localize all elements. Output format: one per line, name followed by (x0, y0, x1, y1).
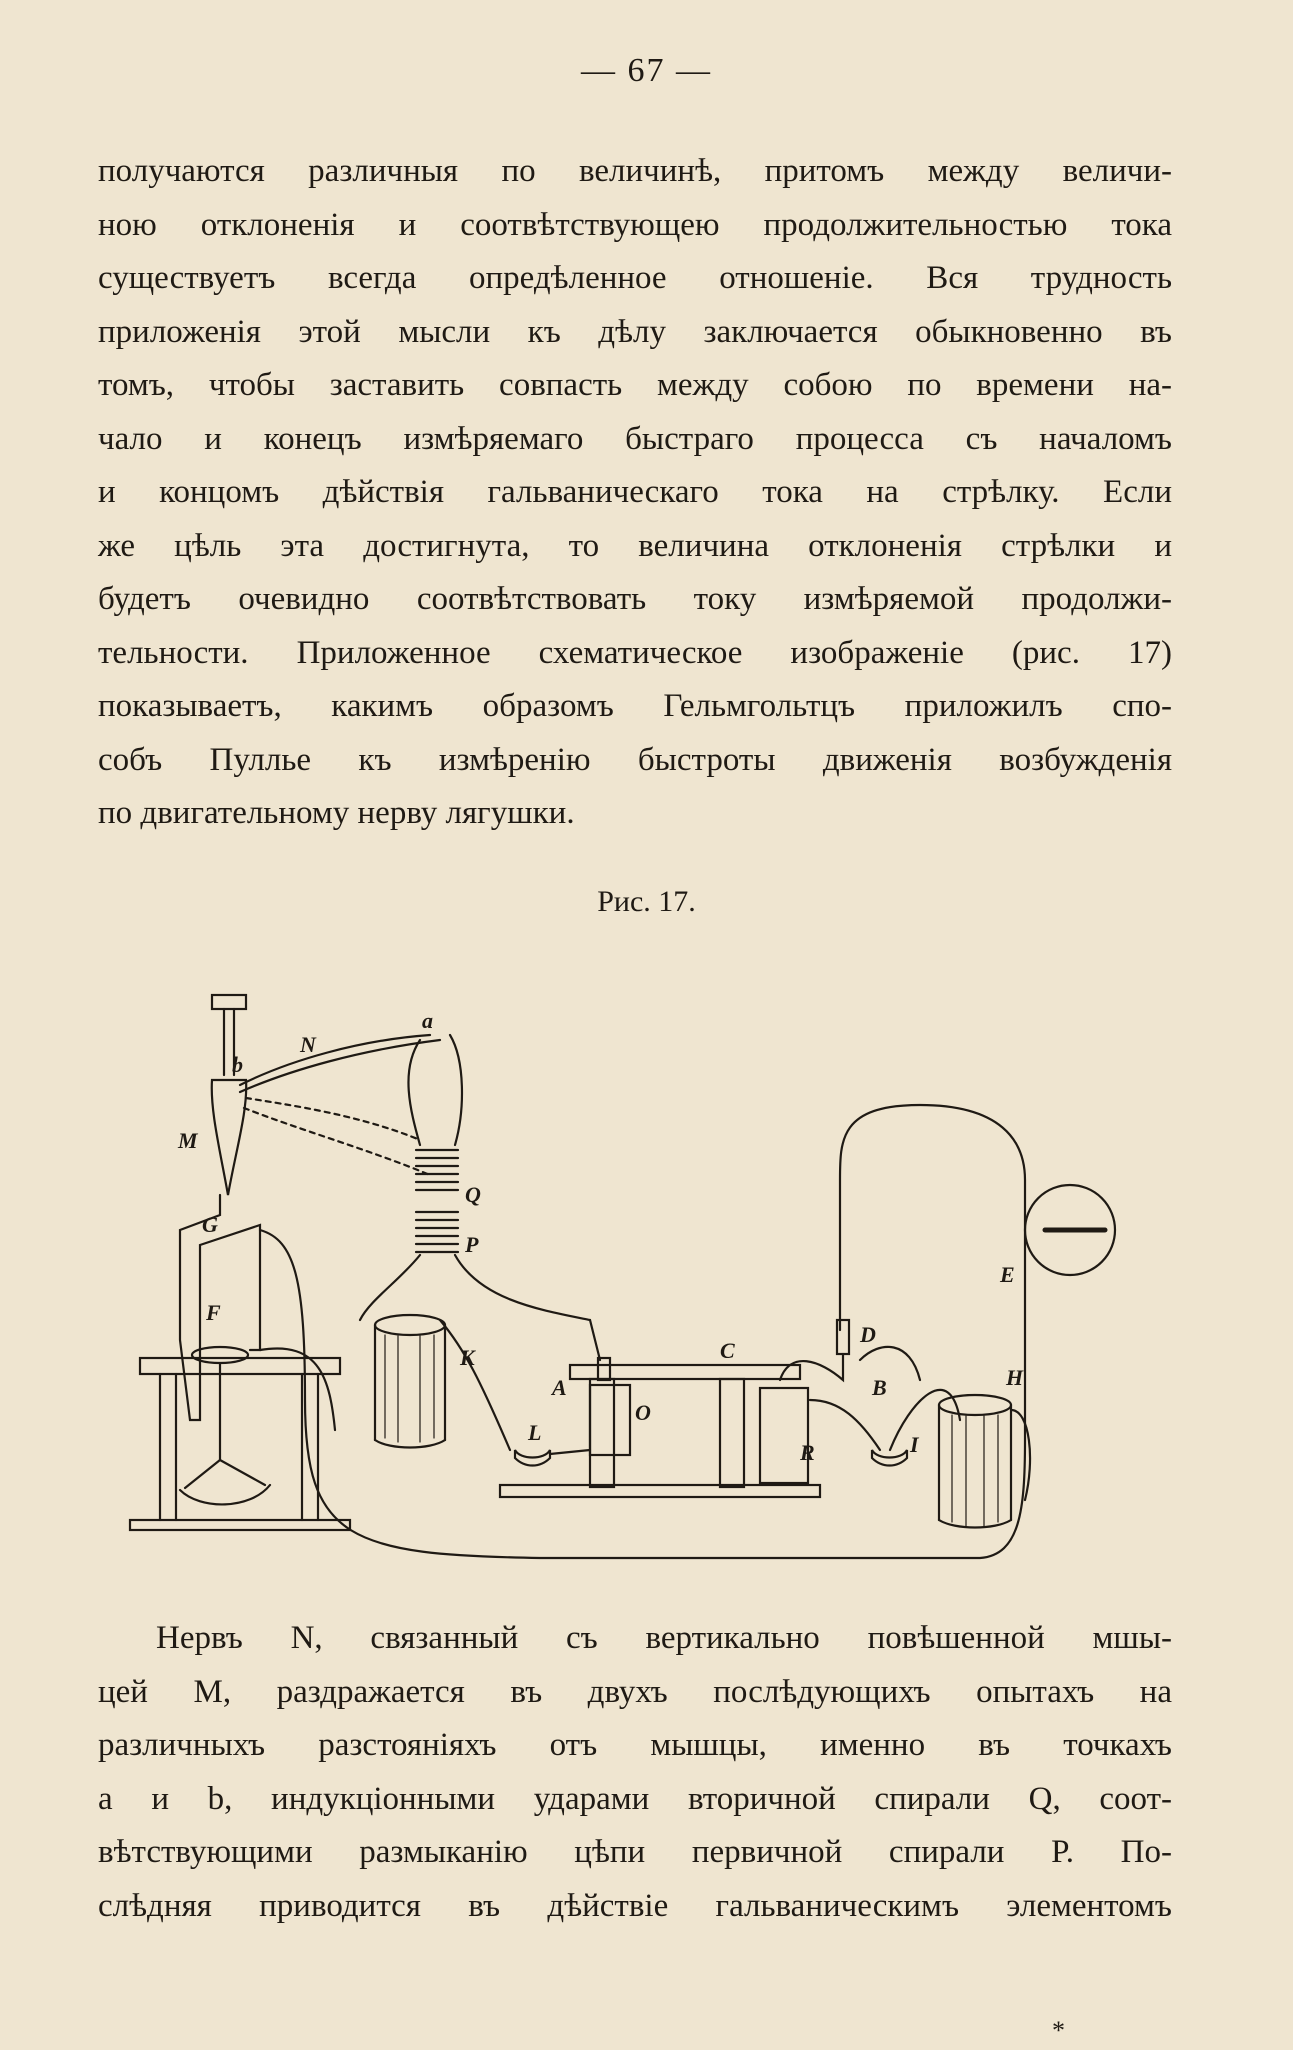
text-line: собъ Пуллье къ измѣренію быстроты движенія возбужденія (98, 741, 1172, 778)
label-A: A (552, 1375, 567, 1400)
label-I: I (910, 1432, 919, 1457)
contact-O (590, 1385, 630, 1455)
text-line: же цѣль эта достигнута, то величина отклоненія стрѣлки и (98, 527, 1172, 564)
label-a: a (422, 1008, 433, 1033)
label-R: R (800, 1440, 815, 1465)
text-line: приложенія этой мысли къ дѣлу заключается обыкновенно въ (98, 313, 1172, 350)
label-C: C (720, 1338, 735, 1363)
page-number: — 67 — (581, 52, 712, 89)
label-O: O (635, 1400, 651, 1425)
apparatus-drawing (120, 980, 1180, 1580)
paragraph-2 (98, 1612, 1172, 1933)
text-line: и концомъ дѣйствія гальваническаго тока на стрѣлку. Если (98, 474, 1172, 510)
clamp-top (212, 995, 246, 1009)
label-K: K (460, 1345, 475, 1370)
label-G: G (202, 1212, 218, 1237)
label-M: M (178, 1128, 198, 1153)
text-line: вѣтствующими размыканію цѣпи первичной спирали P. По- (98, 1834, 1172, 1870)
text-line: различныхъ разстояніяхъ отъ мышцы, именно въ точкахъ (98, 1727, 1172, 1763)
label-P: P (465, 1232, 479, 1257)
paragraph-1 (98, 145, 1172, 841)
label-B: B (872, 1375, 887, 1400)
label-D: D (860, 1322, 876, 1347)
text-line: цей M, раздражается въ двухъ послѣдующихъ опытахъ на (98, 1673, 1172, 1710)
label-H: H (1006, 1365, 1024, 1390)
cup-I (872, 1450, 907, 1466)
text-line: будетъ очевидно соотвѣтствовать току измѣряемой продолжи- (98, 581, 1172, 617)
primary-coil-P (416, 1212, 458, 1252)
base-board (500, 1485, 820, 1497)
text-line: существуетъ всегда опредѣленное отношеніе. Вся трудность (98, 260, 1172, 296)
text-line: томъ, чтобы заставить совпасть между собою по времени на- (98, 367, 1172, 403)
text-line: показываетъ, какимъ образомъ Гельмгольтцъ приложилъ спо- (98, 688, 1172, 724)
contact-D (837, 1320, 849, 1354)
muscle-M (212, 1080, 246, 1195)
label-F: F (206, 1300, 221, 1325)
signature-mark: * (1052, 2016, 1065, 2045)
weight-pan (180, 1485, 270, 1504)
label-N: N (300, 1032, 316, 1057)
cup-L (515, 1450, 550, 1466)
text-line: Нервъ N, связанный съ вертикально повѣшенной мшы- (156, 1620, 1172, 1656)
battery-H (939, 1395, 1011, 1415)
secondary-coil-Q (416, 1150, 458, 1190)
label-Q: Q (465, 1182, 481, 1207)
text-line: a и b, индукціонными ударами вторичной спирали Q, соот- (98, 1780, 1172, 1817)
figure-caption: Рис. 17. (597, 885, 696, 918)
battery-K (375, 1315, 445, 1335)
table-C (570, 1365, 800, 1379)
label-L: L (528, 1420, 542, 1445)
apparatus-figure (120, 980, 1180, 1580)
text-line: слѣдняя приводится въ дѣйствіе гальваническимъ элементомъ (98, 1887, 1172, 1924)
text-line: тельности. Приложенное схематическое изображеніе (рис. 17) (98, 634, 1172, 671)
text-line: по двигательному нерву лягушки. (98, 795, 575, 831)
label-b: b (232, 1052, 243, 1077)
label-E: E (1000, 1262, 1015, 1287)
block-R (760, 1388, 808, 1483)
text-line: чало и конецъ измѣряемаго быстраго процесса съ началомъ (98, 420, 1172, 457)
text-line: ною отклоненія и соотвѣтствующею продолжительностью тока (98, 206, 1172, 243)
text-line: получаются различныя по величинѣ, притомъ между величи- (98, 153, 1172, 189)
